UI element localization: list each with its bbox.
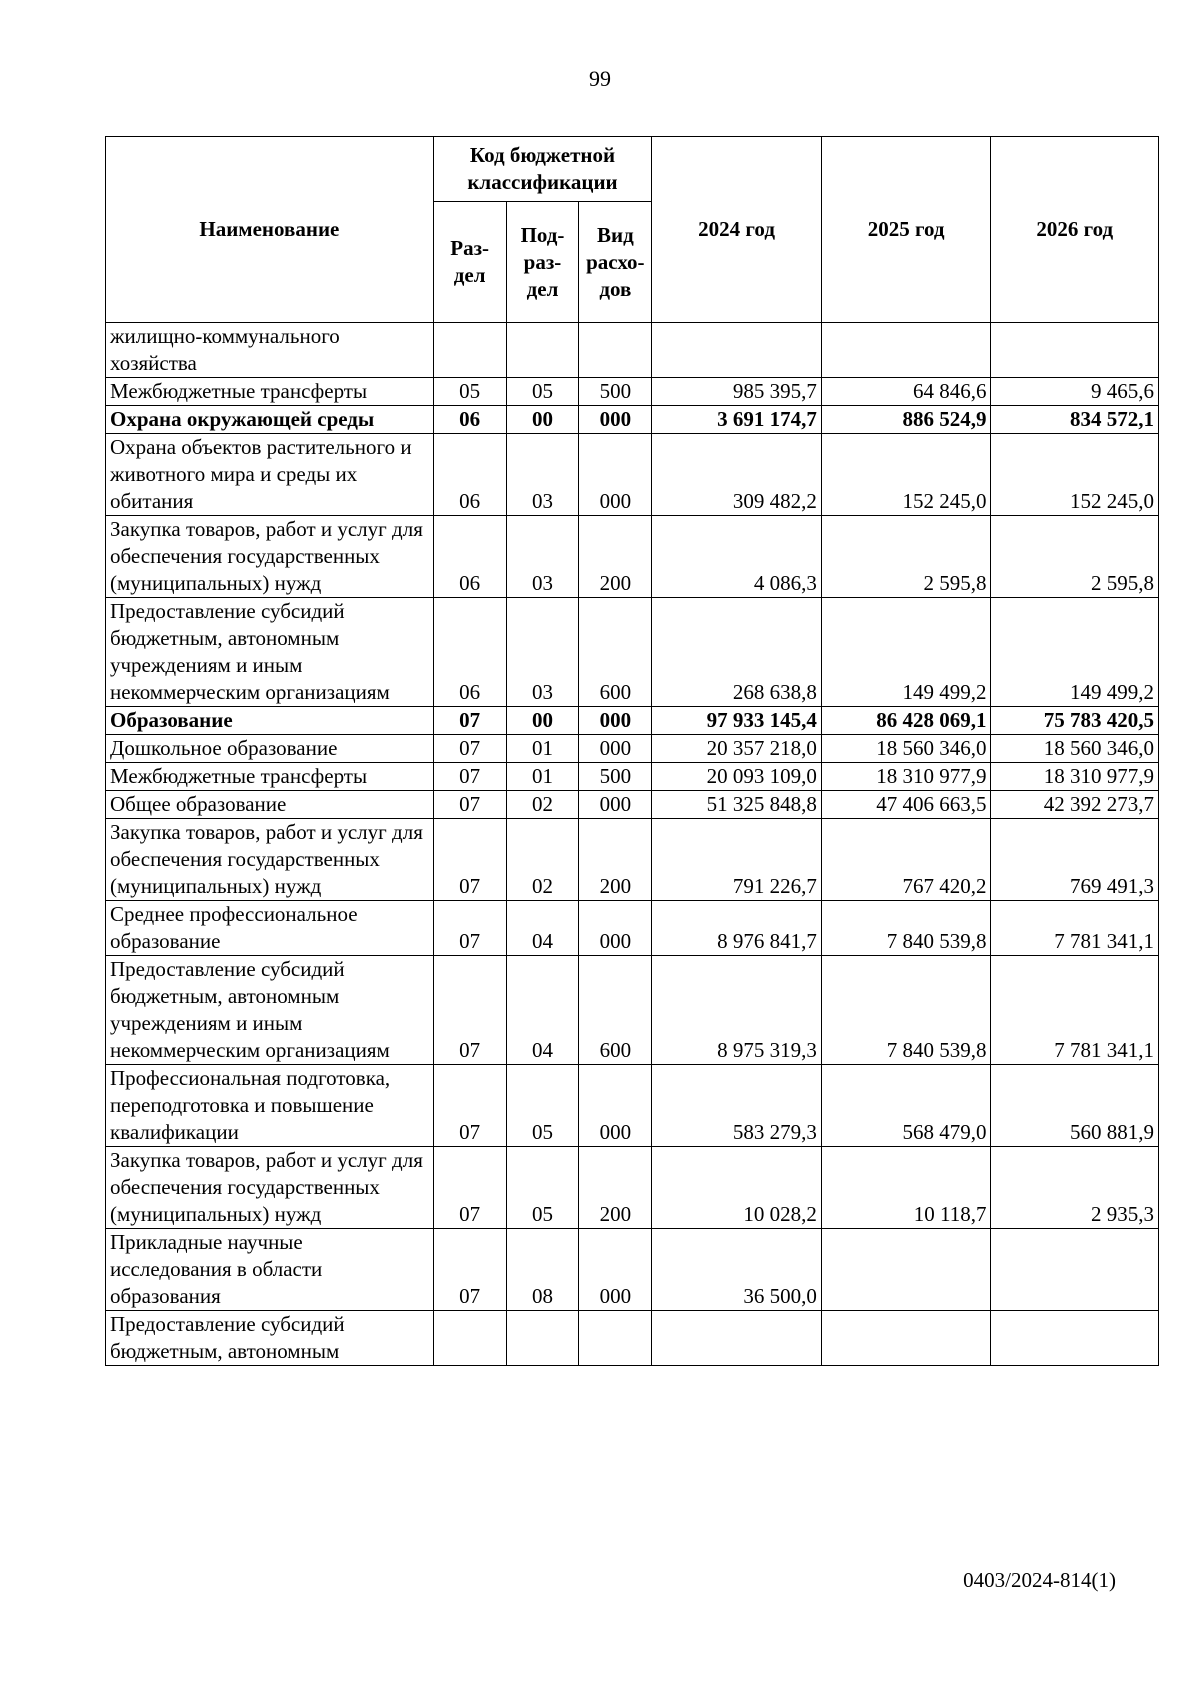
cell-podrazdel: 03: [506, 434, 579, 516]
table-row: [106, 791, 1159, 819]
cell-2026: 75 783 420,5: [991, 707, 1159, 735]
cell-2025: 2 595,8: [821, 516, 991, 598]
cell-podrazdel: 08: [506, 1229, 579, 1311]
cell-name: Закупка товаров, работ и услуг для обеспечения государственных (муниципальных) нужд: [106, 819, 434, 901]
cell-podrazdel: 03: [506, 598, 579, 707]
cell-2024: 51 325 848,8: [652, 791, 822, 819]
cell-razdel: 07: [433, 1065, 506, 1147]
cell-2025: 7 840 539,8: [821, 956, 991, 1065]
cell-podrazdel: 01: [506, 735, 579, 763]
header-podrazdel: Под-раз-дел: [506, 202, 579, 323]
cell-2025: 47 406 663,5: [821, 791, 991, 819]
cell-vid-rashodov: 000: [579, 434, 652, 516]
header-code-group: Код бюджетной классификации: [433, 137, 652, 202]
cell-2026: [991, 1311, 1159, 1366]
cell-2025: 886 524,9: [821, 406, 991, 434]
header-2024: 2024 год: [652, 137, 822, 323]
cell-razdel: 06: [433, 516, 506, 598]
cell-razdel: 06: [433, 406, 506, 434]
cell-vid-rashodov: 000: [579, 1229, 652, 1311]
cell-razdel: [433, 1311, 506, 1366]
cell-name: Дошкольное образование: [106, 735, 434, 763]
cell-podrazdel: 00: [506, 707, 579, 735]
cell-2024: 583 279,3: [652, 1065, 822, 1147]
cell-razdel: 07: [433, 763, 506, 791]
cell-2026: 18 560 346,0: [991, 735, 1159, 763]
cell-razdel: 07: [433, 1229, 506, 1311]
table-row: [106, 819, 1159, 901]
cell-name: Общее образование: [106, 791, 434, 819]
cell-podrazdel: 05: [506, 378, 579, 406]
cell-razdel: 07: [433, 735, 506, 763]
cell-razdel: [433, 323, 506, 378]
cell-2026: 152 245,0: [991, 434, 1159, 516]
cell-name: Образование: [106, 707, 434, 735]
cell-vid-rashodov: 000: [579, 707, 652, 735]
cell-name: Предоставление субсидий бюджетным, автономным учреждениям и иным некоммерческим организациям: [106, 956, 434, 1065]
cell-razdel: 07: [433, 819, 506, 901]
table-row: [106, 1147, 1159, 1229]
cell-2024: 97 933 145,4: [652, 707, 822, 735]
cell-vid-rashodov: 000: [579, 901, 652, 956]
cell-2024: 8 975 319,3: [652, 956, 822, 1065]
cell-2024: 3 691 174,7: [652, 406, 822, 434]
cell-2025: 149 499,2: [821, 598, 991, 707]
cell-razdel: 07: [433, 901, 506, 956]
table-row: [106, 434, 1159, 516]
document-code: 0403/2024-814(1): [963, 1568, 1116, 1592]
cell-vid-rashodov: [579, 323, 652, 378]
cell-2024: 8 976 841,7: [652, 901, 822, 956]
cell-name: Охрана объектов растительного и животного мира и среды их обитания: [106, 434, 434, 516]
table-row: [106, 1229, 1159, 1311]
cell-podrazdel: 04: [506, 901, 579, 956]
cell-razdel: 07: [433, 1147, 506, 1229]
cell-podrazdel: 02: [506, 819, 579, 901]
cell-vid-rashodov: 000: [579, 735, 652, 763]
cell-2026: 9 465,6: [991, 378, 1159, 406]
cell-podrazdel: 00: [506, 406, 579, 434]
cell-2025: 10 118,7: [821, 1147, 991, 1229]
cell-2025: 152 245,0: [821, 434, 991, 516]
cell-2025: 18 560 346,0: [821, 735, 991, 763]
cell-2026: 2 595,8: [991, 516, 1159, 598]
header-2026: 2026 год: [991, 137, 1159, 323]
cell-razdel: 06: [433, 598, 506, 707]
table-header: [106, 137, 1159, 323]
cell-name: жилищно-коммунального хозяйства: [106, 323, 434, 378]
header-name: Наименование: [106, 137, 434, 323]
table-row: [106, 956, 1159, 1065]
cell-vid-rashodov: 600: [579, 956, 652, 1065]
cell-vid-rashodov: 000: [579, 791, 652, 819]
cell-2025: 18 310 977,9: [821, 763, 991, 791]
cell-2024: 268 638,8: [652, 598, 822, 707]
table-row: [106, 763, 1159, 791]
cell-razdel: 06: [433, 434, 506, 516]
cell-2026: 834 572,1: [991, 406, 1159, 434]
cell-2025: 767 420,2: [821, 819, 991, 901]
cell-2024: 309 482,2: [652, 434, 822, 516]
cell-2025: [821, 323, 991, 378]
cell-podrazdel: 01: [506, 763, 579, 791]
cell-podrazdel: 05: [506, 1147, 579, 1229]
budget-table: [105, 136, 1159, 1366]
cell-2024: 36 500,0: [652, 1229, 822, 1311]
cell-vid-rashodov: 000: [579, 1065, 652, 1147]
cell-2025: 568 479,0: [821, 1065, 991, 1147]
table-row: [106, 901, 1159, 956]
table-row: [106, 707, 1159, 735]
cell-2024: [652, 1311, 822, 1366]
cell-vid-rashodov: 200: [579, 1147, 652, 1229]
cell-podrazdel: 03: [506, 516, 579, 598]
cell-2025: [821, 1229, 991, 1311]
cell-vid-rashodov: 000: [579, 406, 652, 434]
cell-podrazdel: [506, 1311, 579, 1366]
table-row: [106, 323, 1159, 378]
cell-2024: 10 028,2: [652, 1147, 822, 1229]
header-vid-rashodov: Вид расхо-дов: [579, 202, 652, 323]
cell-2024: 20 093 109,0: [652, 763, 822, 791]
table-row: [106, 516, 1159, 598]
page-number: 99: [589, 66, 611, 91]
cell-name: Закупка товаров, работ и услуг для обеспечения государственных (муниципальных) нужд: [106, 1147, 434, 1229]
table-row: [106, 1311, 1159, 1366]
cell-2024: 20 357 218,0: [652, 735, 822, 763]
cell-name: Профессиональная подготовка, переподготовка и повышение квалификации: [106, 1065, 434, 1147]
cell-2026: [991, 1229, 1159, 1311]
table-row: [106, 598, 1159, 707]
cell-vid-rashodov: 500: [579, 378, 652, 406]
header-2025: 2025 год: [821, 137, 991, 323]
table-row: [106, 378, 1159, 406]
cell-name: Предоставление субсидий бюджетным, автономным: [106, 1311, 434, 1366]
cell-name: Среднее профессиональное образование: [106, 901, 434, 956]
cell-2025: 86 428 069,1: [821, 707, 991, 735]
cell-name: Межбюджетные трансферты: [106, 378, 434, 406]
cell-2024: 791 226,7: [652, 819, 822, 901]
cell-razdel: 07: [433, 707, 506, 735]
cell-2026: 7 781 341,1: [991, 956, 1159, 1065]
cell-2025: 64 846,6: [821, 378, 991, 406]
header-razdel: Раз-дел: [433, 202, 506, 323]
cell-vid-rashodov: 500: [579, 763, 652, 791]
cell-2026: 18 310 977,9: [991, 763, 1159, 791]
cell-2025: 7 840 539,8: [821, 901, 991, 956]
cell-name: Охрана окружающей среды: [106, 406, 434, 434]
cell-podrazdel: 02: [506, 791, 579, 819]
cell-razdel: 05: [433, 378, 506, 406]
cell-podrazdel: [506, 323, 579, 378]
cell-name: Межбюджетные трансферты: [106, 763, 434, 791]
cell-2024: 4 086,3: [652, 516, 822, 598]
cell-2026: 560 881,9: [991, 1065, 1159, 1147]
table-body: [106, 323, 1159, 1366]
cell-podrazdel: 05: [506, 1065, 579, 1147]
cell-name: Предоставление субсидий бюджетным, автономным учреждениям и иным некоммерческим организациям: [106, 598, 434, 707]
cell-2026: 769 491,3: [991, 819, 1159, 901]
cell-2025: [821, 1311, 991, 1366]
cell-vid-rashodov: 200: [579, 819, 652, 901]
cell-2024: [652, 323, 822, 378]
cell-name: Прикладные научные исследования в области образования: [106, 1229, 434, 1311]
table-row: [106, 735, 1159, 763]
cell-vid-rashodov: [579, 1311, 652, 1366]
cell-2026: [991, 323, 1159, 378]
table-row: [106, 1065, 1159, 1147]
cell-2026: 7 781 341,1: [991, 901, 1159, 956]
cell-razdel: 07: [433, 956, 506, 1065]
table-row: [106, 406, 1159, 434]
cell-name: Закупка товаров, работ и услуг для обеспечения государственных (муниципальных) нужд: [106, 516, 434, 598]
cell-razdel: 07: [433, 791, 506, 819]
cell-2024: 985 395,7: [652, 378, 822, 406]
cell-podrazdel: 04: [506, 956, 579, 1065]
cell-vid-rashodov: 200: [579, 516, 652, 598]
cell-2026: 2 935,3: [991, 1147, 1159, 1229]
cell-2026: 149 499,2: [991, 598, 1159, 707]
cell-vid-rashodov: 600: [579, 598, 652, 707]
cell-2026: 42 392 273,7: [991, 791, 1159, 819]
